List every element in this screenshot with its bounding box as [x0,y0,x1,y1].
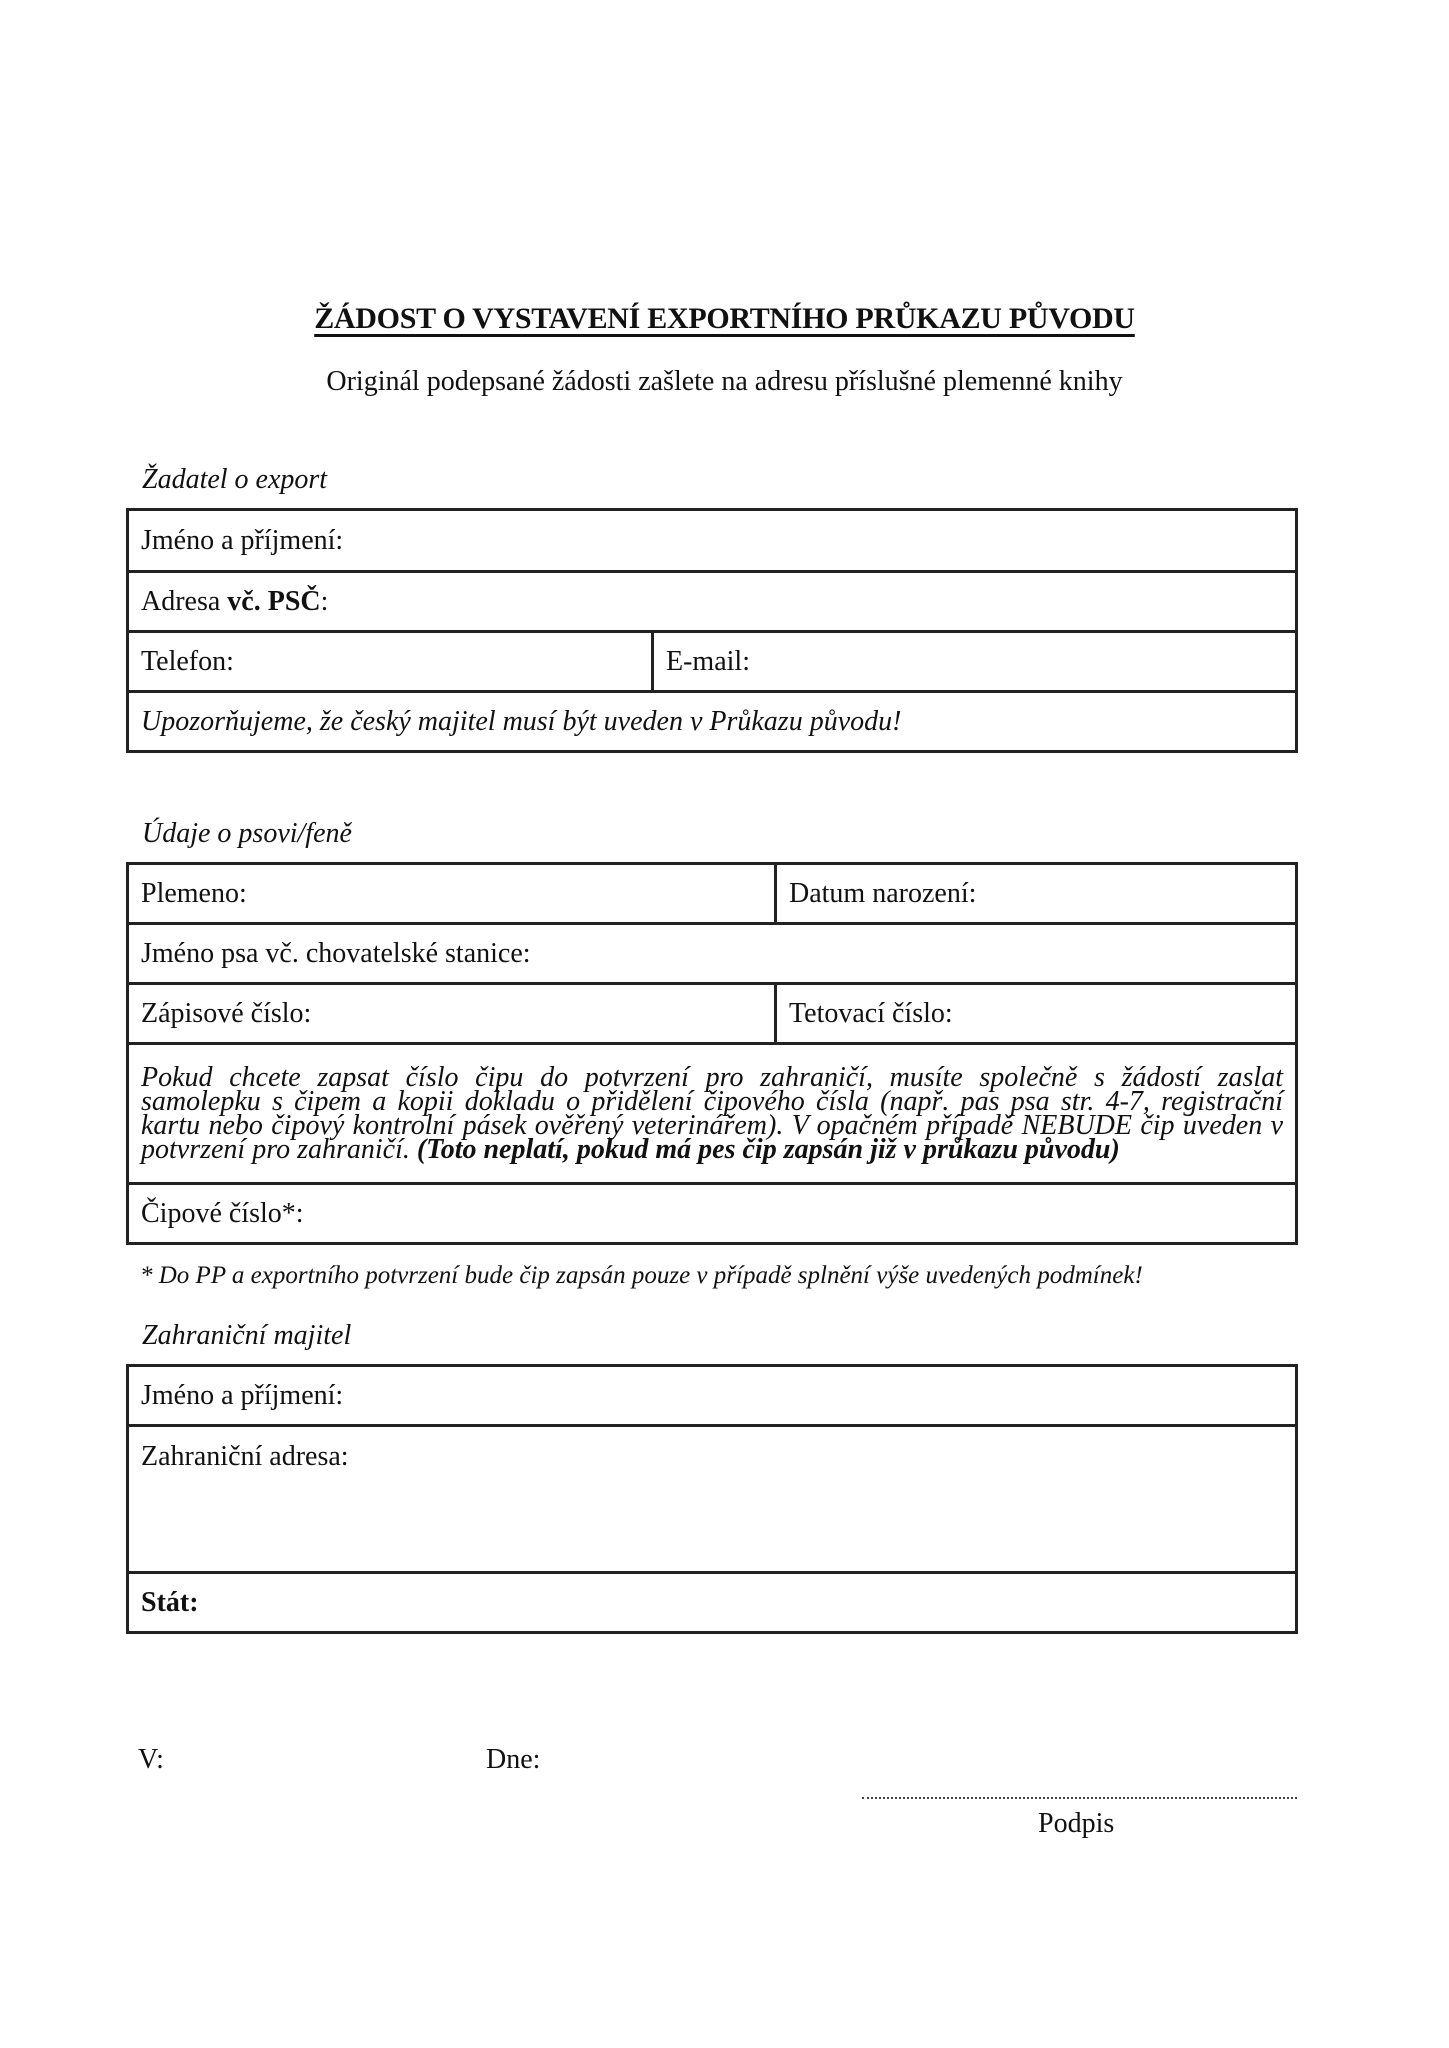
dog-name-field[interactable] [128,924,1297,984]
foreign-owner-name-field[interactable] [128,1366,1297,1426]
applicant-table [126,508,1298,753]
signature-line[interactable] [862,1797,1297,1799]
phone-label: Telefon: [141,645,234,677]
form-title: ŽÁDOST O VYSTAVENÍ EXPORTNÍHO PRŮKAZU PŮVODU [314,302,1135,335]
country-field[interactable] [128,1573,1297,1633]
applicant-email-field[interactable] [653,632,1297,692]
registration-number-label: Zápisové číslo: [141,997,312,1029]
applicant-name-field[interactable] [128,510,1297,572]
chip-number-label: Čipové číslo*: [141,1197,304,1229]
place-label: V: [138,1744,164,1775]
tattoo-number-field[interactable] [776,984,1297,1044]
breed-label: Plemeno: [141,877,247,909]
foreign-owner-table [126,1364,1298,1634]
applicant-phone-field[interactable] [128,632,653,692]
applicant-address-field[interactable] [128,572,1297,632]
section-label-applicant: Žadatel o export [142,464,328,495]
address-label-bold: vč. PSČ [227,585,321,617]
country-label: Stát: [141,1586,199,1618]
section-label-foreign-owner: Zahraniční majitel [142,1320,352,1351]
dog-table [126,862,1298,1245]
email-label: E-mail: [666,645,750,677]
owner-warning: Upozorňujeme, že český majitel musí být uveden v Průkazu původu! [128,692,1297,752]
dog-name-label: Jméno psa vč. chovatelské stanice: [141,937,531,969]
tattoo-number-label: Tetovací číslo: [789,997,953,1029]
applicant-name-label: Jméno a příjmení: [141,524,344,556]
foreign-owner-name-label: Jméno a příjmení: [141,1379,344,1411]
chip-note-text: Pokud chcete zapsat číslo čipu do potvrzení pro zahraničí, musíte společně s žádostí zaslat samolepku s čipem a kopii dokladu o přidělení čipového čísla (např. pas psa str. 4-7, registrační kartu nebo čipový kontrolní pásek ověřený veterinářem). V opačném případě NEBUDE čip uveden v potvrzení pro zahraničí. [141,1061,1283,1165]
signature-label: Podpis [1038,1808,1115,1839]
foreign-address-field[interactable] [128,1426,1297,1573]
chip-footnote: * Do PP a exportního potvrzení bude čip zapsán pouze v případě splnění výše uvedených podmínek! [140,1262,1143,1289]
foreign-address-label: Zahraniční adresa: [141,1441,349,1472]
breed-field[interactable] [128,864,776,924]
chip-note-exception: (Toto neplatí, pokud má pes čip zapsán již v průkazu původu) [416,1133,1120,1165]
chip-number-field[interactable] [128,1184,1297,1244]
section-label-dog: Údaje o psovi/feně [142,818,352,849]
address-label-prefix: Adresa [141,585,228,617]
address-label-suffix: : [320,585,329,617]
registration-number-field[interactable] [128,984,776,1044]
birth-date-field[interactable] [776,864,1297,924]
date-label: Dne: [486,1744,541,1775]
birth-date-label: Datum narození: [789,877,977,909]
chip-note [128,1044,1297,1184]
form-subtitle: Originál podepsané žádosti zašlete na adresu příslušné plemenné knihy [326,366,1123,397]
